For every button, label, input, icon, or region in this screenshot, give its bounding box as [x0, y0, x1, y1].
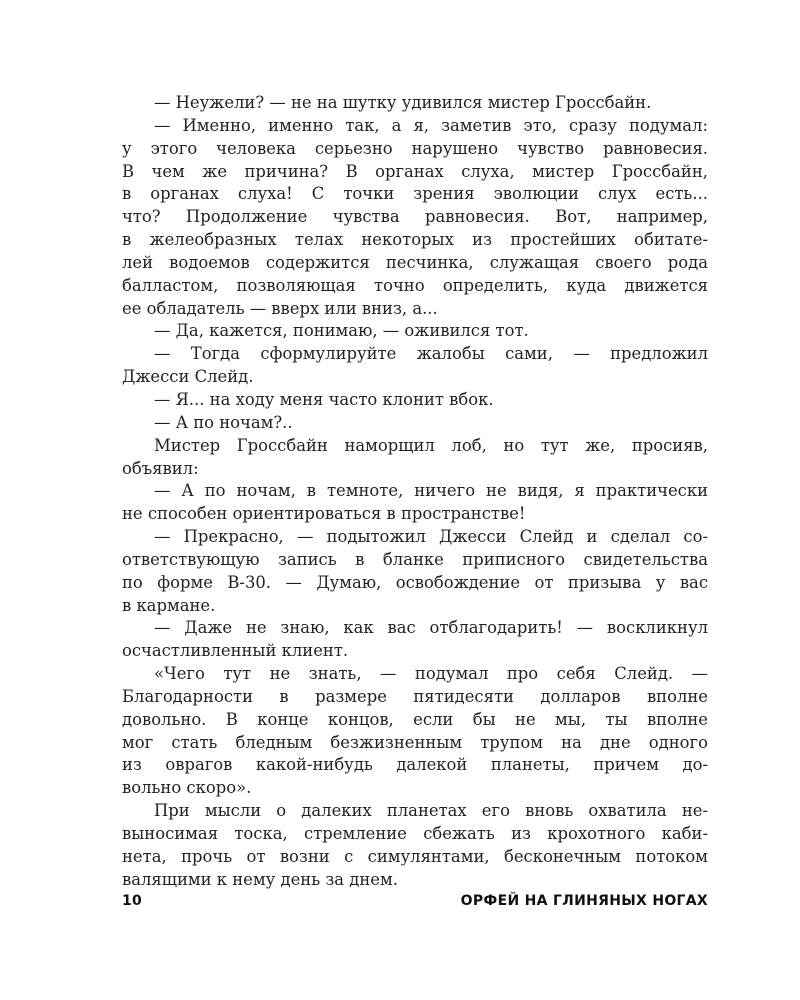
text-line: по форме В-30. — Думаю, освобождение от призыва у вас [122, 572, 708, 592]
text-line: вольно скоро». [122, 778, 252, 798]
text-line: ответствующую запись в бланке приписного свидетельства [122, 549, 708, 569]
text-line: довольно. В конце концов, если бы не мы, ты вполне [122, 709, 708, 729]
text-line: — Даже не знаю, как вас отблагодарить! — воскликнул [154, 618, 708, 638]
paragraph [122, 480, 708, 526]
paragraph [122, 115, 708, 321]
page-number: 10 [122, 893, 143, 909]
text-line: лей водоемов содержится песчинка, служащая своего рода [122, 252, 708, 272]
paragraph [122, 663, 708, 800]
text-line: В чем же причина? В органах слуха, мистер Гроссбайн, [122, 161, 708, 181]
paragraph [122, 617, 708, 663]
paragraph [122, 800, 708, 891]
text-line: в кармане. [122, 595, 216, 615]
text-line: в органах слуха! С точки зрения эволюции слух есть... [122, 184, 708, 204]
text-line: балластом, позволяющая точно определить, куда движется [122, 275, 708, 295]
text-line: — Именно, именно так, а я, заметив это, сразу подумал: [154, 115, 708, 135]
paragraph [122, 320, 708, 343]
paragraph [122, 412, 708, 435]
text-line: «Чего тут не знать, — подумал про себя Слейд. — [154, 664, 708, 684]
text-line: Джесси Слейд. [122, 367, 254, 387]
text-line: из оврагов какой-нибудь далекой планеты, причем до- [122, 755, 708, 775]
text-line: мог стать бледным безжизненным трупом на дне одного [122, 732, 708, 752]
text-line: — А по ночам?.. [154, 412, 293, 432]
text-line: объявил: [122, 458, 199, 478]
text-line: осчастливленный клиент. [122, 641, 349, 661]
text-line: — Я... на ходу меня часто клонит вбок. [154, 389, 494, 409]
running-title: ОРФЕЙ НА ГЛИНЯНЫХ НОГАХ [460, 893, 708, 909]
paragraph [122, 435, 708, 481]
text-line: нета, прочь от возни с симулянтами, бесконечным потоком [122, 846, 708, 866]
text-line: ее обладатель — вверх или вниз, а... [122, 298, 438, 318]
text-line: — Неужели? — не на шутку удивился мистер Гроссбайн. [154, 93, 652, 112]
paragraph [122, 343, 708, 389]
text-line: валящими к нему день за днем. [122, 869, 398, 889]
text-line: выносимая тоска, стремление сбежать из крохотного каби- [122, 824, 708, 843]
text-line: не способен ориентироваться в пространстве! [122, 504, 526, 524]
paragraph [122, 526, 708, 617]
text-line: — Тогда сформулируйте жалобы сами, — предложил [154, 344, 708, 364]
text-line: в желеобразных телах некоторых из простейших обитате- [122, 230, 708, 250]
text-line: что? Продолжение чувства равновесия. Вот, например, [122, 207, 708, 227]
text-line: Мистер Гроссбайн наморщил лоб, но тут же, просияв, [154, 435, 708, 455]
text-line: При мысли о далеких планетах его вновь охватила не- [154, 801, 708, 821]
paragraph [122, 389, 708, 412]
text-line: — Прекрасно, — подытожил Джесси Слейд и сделал со- [154, 527, 708, 547]
page-footer [122, 893, 708, 909]
paragraph [122, 92, 708, 115]
text-line: у этого человека серьезно нарушено чувство равновесия. [122, 138, 708, 158]
page-body-text [122, 92, 708, 892]
text-line: Благодарности в размере пятидесяти долларов вполне [122, 686, 708, 706]
text-line: — А по ночам, в темноте, ничего не видя, я практически [154, 481, 708, 501]
text-line: — Да, кажется, понимаю, — оживился тот. [154, 321, 529, 341]
